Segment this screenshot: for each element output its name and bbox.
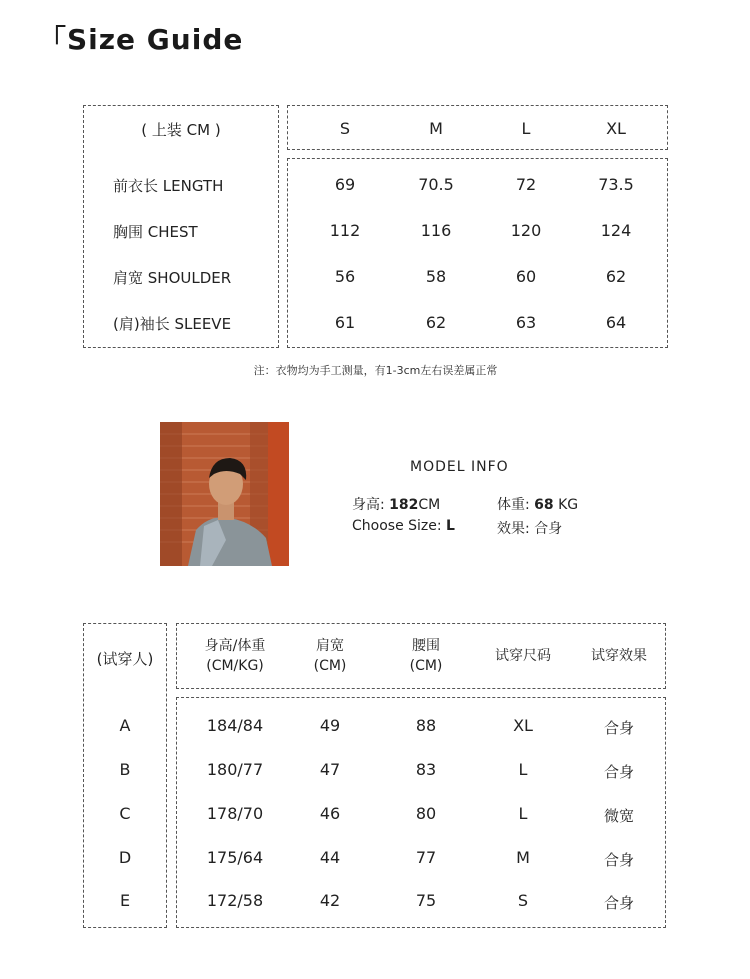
fit-value: 44 [319,848,341,867]
unit-header: ( 上装 CM ) [141,121,221,139]
fit-value: 合身 [603,851,634,869]
size-value: 63 [515,313,537,332]
fit-value: 80 [415,804,437,823]
row-label-length: 前衣长 LENGTH [113,177,224,195]
model-weight [497,494,578,514]
model-size-label: Choose Size: [352,518,442,534]
fit-header-line1: 试穿尺码 [495,648,551,664]
size-value: 62 [605,267,627,286]
size-value: 58 [425,267,447,286]
fit-header-height-weight [185,636,285,676]
fit-header-line1: 身高/体重 [204,638,266,654]
model-effect-value: 合身 [534,521,563,537]
fit-header-waist [386,636,466,676]
size-value: 60 [515,267,537,286]
model-weight-label: 体重: [497,497,530,513]
model-height-unit: CM [418,497,441,513]
model-size [352,518,455,534]
fit-header-line1: 试穿效果 [591,648,647,664]
model-height [352,494,440,514]
size-value: 120 [510,221,542,240]
size-header-s: S [339,119,351,138]
fit-value: 83 [415,760,437,779]
size-value: 73.5 [598,175,634,194]
fit-value: 180/77 [206,760,264,779]
fit-value: 46 [319,804,341,823]
size-header-l: L [521,119,531,138]
fit-person: D [118,848,132,867]
fit-header-line1: 腰围 [412,638,440,654]
fit-person: C [119,804,131,823]
size-value: 64 [605,313,627,332]
fit-value: 微宽 [603,807,634,825]
fit-person-header: (试穿人) [96,650,154,668]
model-effect-label: 效果: [497,521,530,537]
size-value: 62 [425,313,447,332]
fit-value: S [517,891,529,910]
model-effect [497,518,562,538]
fit-value: 172/58 [206,891,264,910]
fit-value: 88 [415,716,437,735]
fit-header-line2: (CM) [409,658,443,674]
fit-value: 49 [319,716,341,735]
fit-value: 合身 [603,763,634,781]
model-height-label: 身高: [352,497,385,513]
fit-value: XL [513,716,533,735]
size-value: 69 [334,175,356,194]
model-weight-value: 68 [534,497,554,513]
fit-value: 178/70 [206,804,264,823]
model-info-heading: MODEL INFO [410,459,509,475]
fit-header-trial-effect [574,646,664,666]
fit-value: 184/84 [206,716,264,735]
model-photo-illustration [160,422,289,566]
fit-value: 42 [319,891,341,910]
fit-person: B [119,760,131,779]
fit-value: 75 [415,891,437,910]
size-value: 116 [420,221,452,240]
fit-value: 175/64 [206,848,264,867]
measurement-note: 注：衣物均为手工测量，有1-3cm左右误差属正常 [253,364,498,377]
size-header-xl: XL [606,119,626,138]
fit-value: 合身 [603,894,634,912]
fit-header-line2: (CM/KG) [206,658,264,674]
fit-value: 合身 [603,719,634,737]
fit-person: A [119,716,131,735]
fit-header-trial-size [478,646,568,666]
page-title: 「Size Guide [38,23,244,56]
model-photo [160,422,289,566]
fit-value: L [518,804,528,823]
model-size-value: L [446,518,455,534]
row-label-chest: 胸围 CHEST [113,223,198,241]
fit-header-line2: (CM) [313,658,347,674]
fit-value: L [518,760,528,779]
row-label-shoulder: 肩宽 SHOULDER [113,269,232,287]
fit-header-line1: 肩宽 [316,638,344,654]
size-value: 56 [334,267,356,286]
fit-value: 77 [415,848,437,867]
fit-value: M [516,848,530,867]
size-header-m: M [429,119,443,138]
fit-value: 47 [319,760,341,779]
model-weight-unit: KG [558,497,579,513]
model-height-value: 182 [389,497,419,513]
size-value: 61 [334,313,356,332]
size-value: 124 [600,221,632,240]
size-value: 70.5 [418,175,454,194]
row-label-sleeve: (肩)袖长 SLEEVE [113,315,232,333]
size-value: 112 [329,221,361,240]
size-value: 72 [515,175,537,194]
fit-person: E [119,891,131,910]
fit-header-shoulder [290,636,370,676]
